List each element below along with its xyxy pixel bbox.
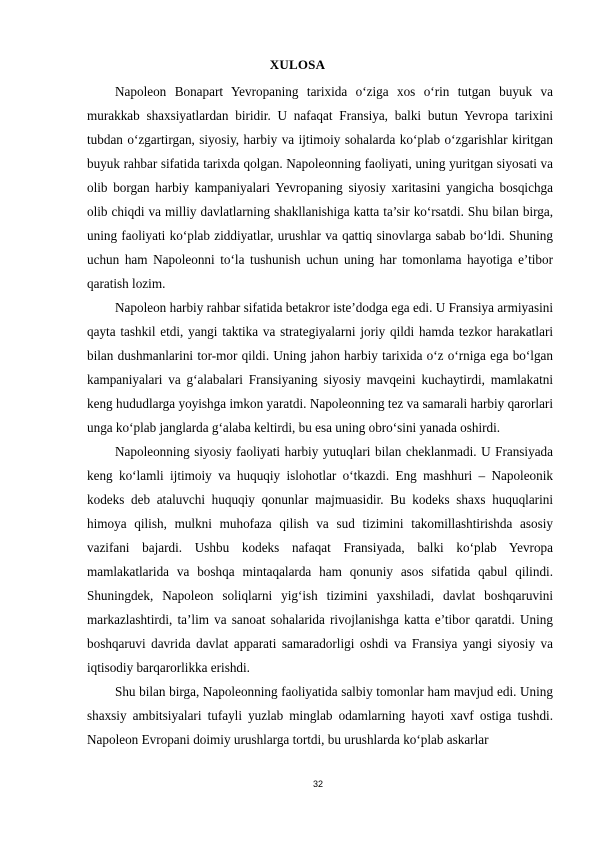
paragraph-1: Napoleon Bonapart Yevropaning tarixida o‘ziga xos o‘rin tutgan buyuk va murakkab shaxsiyatlardan biridir. U nafaqat Fransiya, balki butun Yevropa tarixini tubdan o‘zgartirgan, siyosiy, harbiy va ijtimoiy sohalarda ko‘plab o‘zgarishlar kiritgan buyuk rahbar sifatida tarixda qolgan. Napoleonning faoliyati, uning yuritgan siyosati va olib borgan harbiy kampaniyalari Yevropaning siyosiy xaritasini yangicha bosqichga olib chiqdi va milliy davlatlarning shakllanishiga katta ta’sir ko‘rsatdi. Shu bilan birga, uning faoliyati ko‘plab ziddiyatlar, urushlar va qattiq sinovlarga sabab bo‘ldi. Shuning uchun ham Napoleonni to‘la tushunish uchun uning har tomonlama hayotiga e’tibor qaratish lozim. [87,84,553,291]
page-number: 32 [312,779,323,789]
paragraph-4: Shu bilan birga, Napoleonning faoliyatida salbiy tomonlar ham mavjud edi. Uning shaxsiy ambitsiyalari tufayli yuzlab minglab odamlarning hayoti xavf ostiga tushdi. Napoleon Evropani doimiy urushlarga tortdi, bu urushlarda ko‘plab askarlar [87,684,553,747]
page-title: XULOSA [269,57,326,72]
paragraph-3: Napoleonning siyosiy faoliyati harbiy yutuqlari bilan cheklanmadi. U Fransiyada keng ko‘lamli ijtimoiy va huquqiy islohotlar o‘tkazdi. Eng mashhuri – Napoleonik kodeks deb ataluvchi huquqiy qonunlar majmuasidir. Bu kodeks shaxs huquqlarini himoya qilish, mulkni muhofaza qilish va sud tizimini takomillashtirishda asosiy vazifani bajardi. Ushbu kodeks nafaqat Fransiyada, balki ko‘plab Yevropa mamlakatlarida va boshqa mintaqalarda ham qonuniy asos sifatida qabul qilindi. Shuningdek, Napoleon soliqlarni yig‘ish tizimini yaxshiladi, davlat boshqaruvini markazlashtirdi, ta’lim va sanoat sohalarida rivojlanishga katta e’tibor qaratdi. Uning boshqaruvi davrida davlat apparati samaradorligi oshdi va Fransiya yangi siyosiy va iqtisodiy barqarorlikka erishdi. [87,444,553,675]
body-text [87,80,553,752]
paragraph-2: Napoleon harbiy rahbar sifatida betakror iste’dodga ega edi. U Fransiya armiyasini qayta tashkil etdi, yangi taktika va strategiyalarni joriy qildi hamda tezkor harakatlari bilan dushmanlarini tor-mor qildi. Uning jahon harbiy tarixida o‘z o‘rniga ega bo‘lgan kampaniyalari va g‘alabalari Fransiyaning siyosiy mavqeini kuchaytirdi, mamlakatni keng hududlarga yoyishga imkon yaratdi. Napoleonning tez va samarali harbiy qarorlari unga ko‘plab janglarda g‘alaba keltirdi, bu esa uning obro‘sini yanada oshirdi. [87,300,553,435]
